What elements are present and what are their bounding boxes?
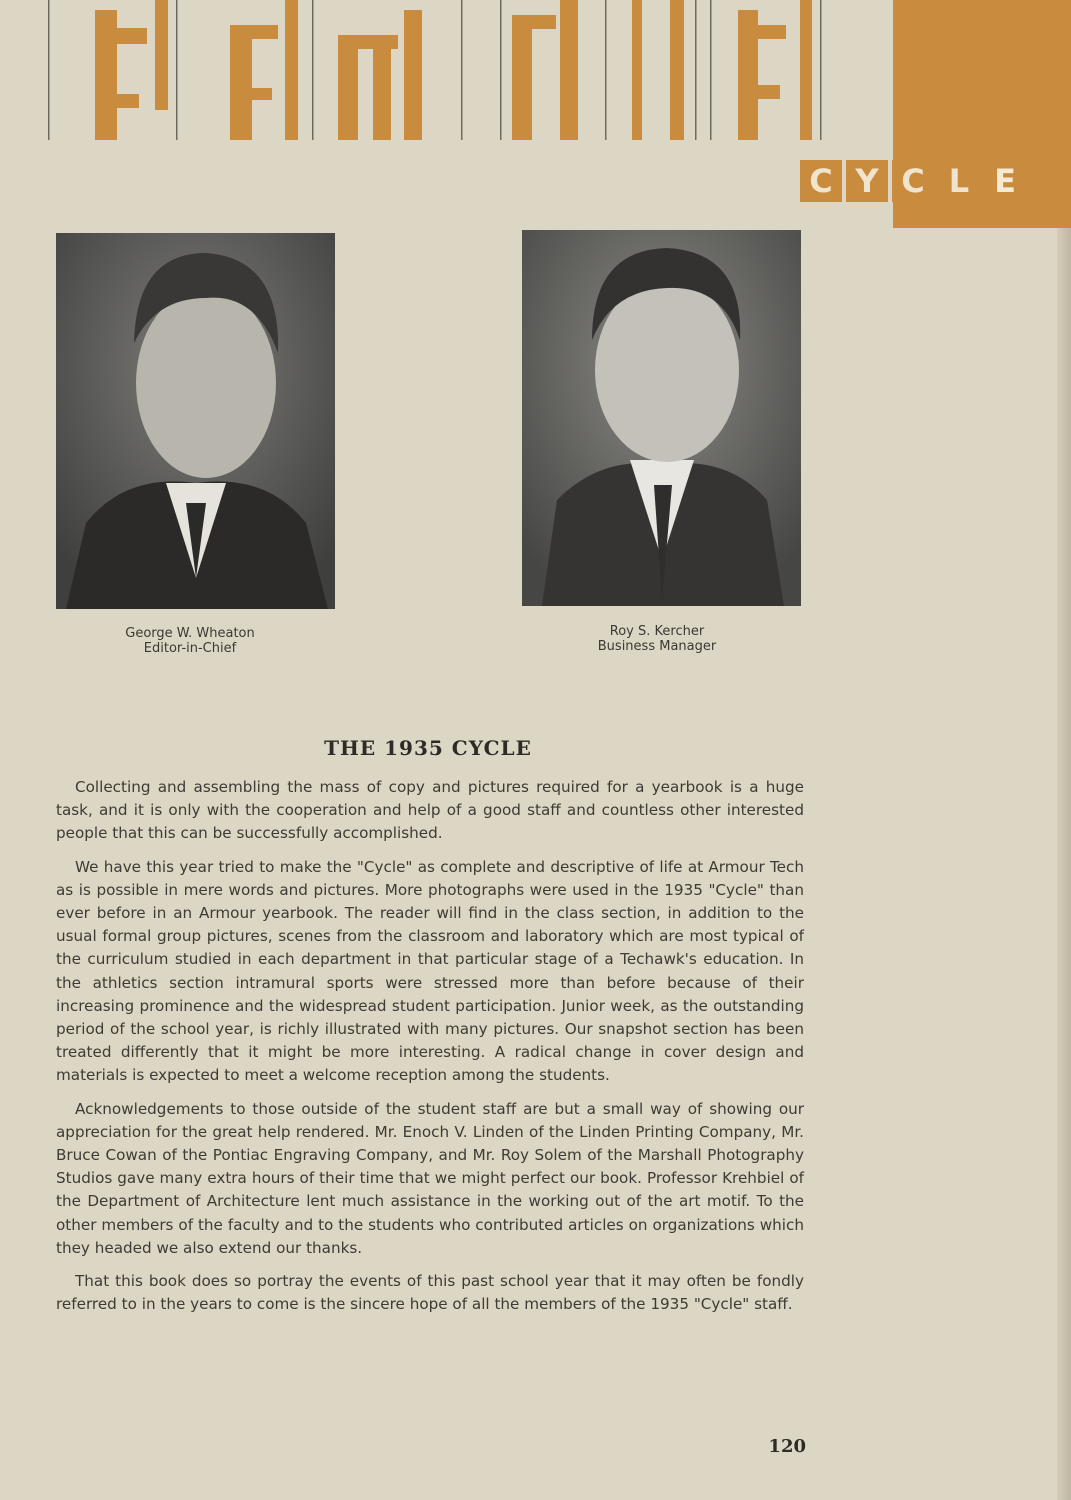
portrait-photo-business-manager xyxy=(522,230,801,606)
page-number: 120 xyxy=(768,1436,806,1457)
caption-name: George W. Wheaton xyxy=(125,626,255,641)
cycle-letter: C xyxy=(892,160,934,202)
portrait-photo-editor xyxy=(56,233,335,609)
article-title: THE 1935 CYCLE xyxy=(324,736,532,760)
article-paragraph: We have this year tried to make the "Cycle" as complete and descriptive of life at Armour Tech as is possible in mere words and pictures. More photographs were used in the 1935 "Cycle" than ever before in an Armour yearbook. The reader will find in the class section, in addition to the usual formal group pictures, scenes from the classroom and laboratory which are most typical of the curriculum studied in each department in that particular stage of a Techawk's education. In the athletics section intramural sports were stressed more than before because of their increasing prominence and the widespread student participation. Junior week, as the outstanding period of the school year, is richly illustrated with many pictures. Our snapshot section has been treated differently that it might be more interesting. A radical change in cover design and materials is expected to meet a welcome reception among the students. xyxy=(56,857,804,1085)
caption-title: Business Manager xyxy=(597,639,717,654)
portrait-image xyxy=(522,230,801,606)
caption-title: Editor-in-Chief xyxy=(143,641,237,656)
cycle-letter: E xyxy=(994,162,1016,200)
caption-editor xyxy=(90,626,290,656)
cycle-letter: Y xyxy=(846,160,888,202)
cycle-letter: C xyxy=(800,160,842,202)
article-paragraph: Collecting and assembling the mass of copy and pictures required for a yearbook is a huge task, and it is only with the cooperation and help of a good staff and countless other interested people that this can be successfully accomplished. xyxy=(56,778,804,843)
article-paragraph: Acknowledgements to those outside of the student staff are but a small way of showing our appreciation for the great help rendered. Mr. Enoch V. Linden of the Linden Printing Company, Mr. Bruce Cowan of the Pontiac Engraving Company, and Mr. Roy Solem of the Marshall Photography Studios gave many extra hours of their time that we might perfect our book. Professor Krehbiel of the Department of Architecture lent much assistance in the working out of the art motif. To the other members of the faculty and to the students who contributed articles on organizations which they headed we also extend our thanks. xyxy=(56,1099,804,1257)
caption-business-manager xyxy=(557,624,757,654)
article-paragraph: That this book does so portray the events of this past school year that it may often be fondly referred to in the years to come is the sincere hope of all the members of the 1935 "Cycle" staff. xyxy=(56,1272,804,1314)
caption-name: Roy S. Kercher xyxy=(609,624,705,639)
cycle-wordmark xyxy=(800,160,1071,202)
cycle-letter: L xyxy=(938,160,980,202)
article-body xyxy=(56,776,804,1326)
portrait-image xyxy=(56,233,335,609)
